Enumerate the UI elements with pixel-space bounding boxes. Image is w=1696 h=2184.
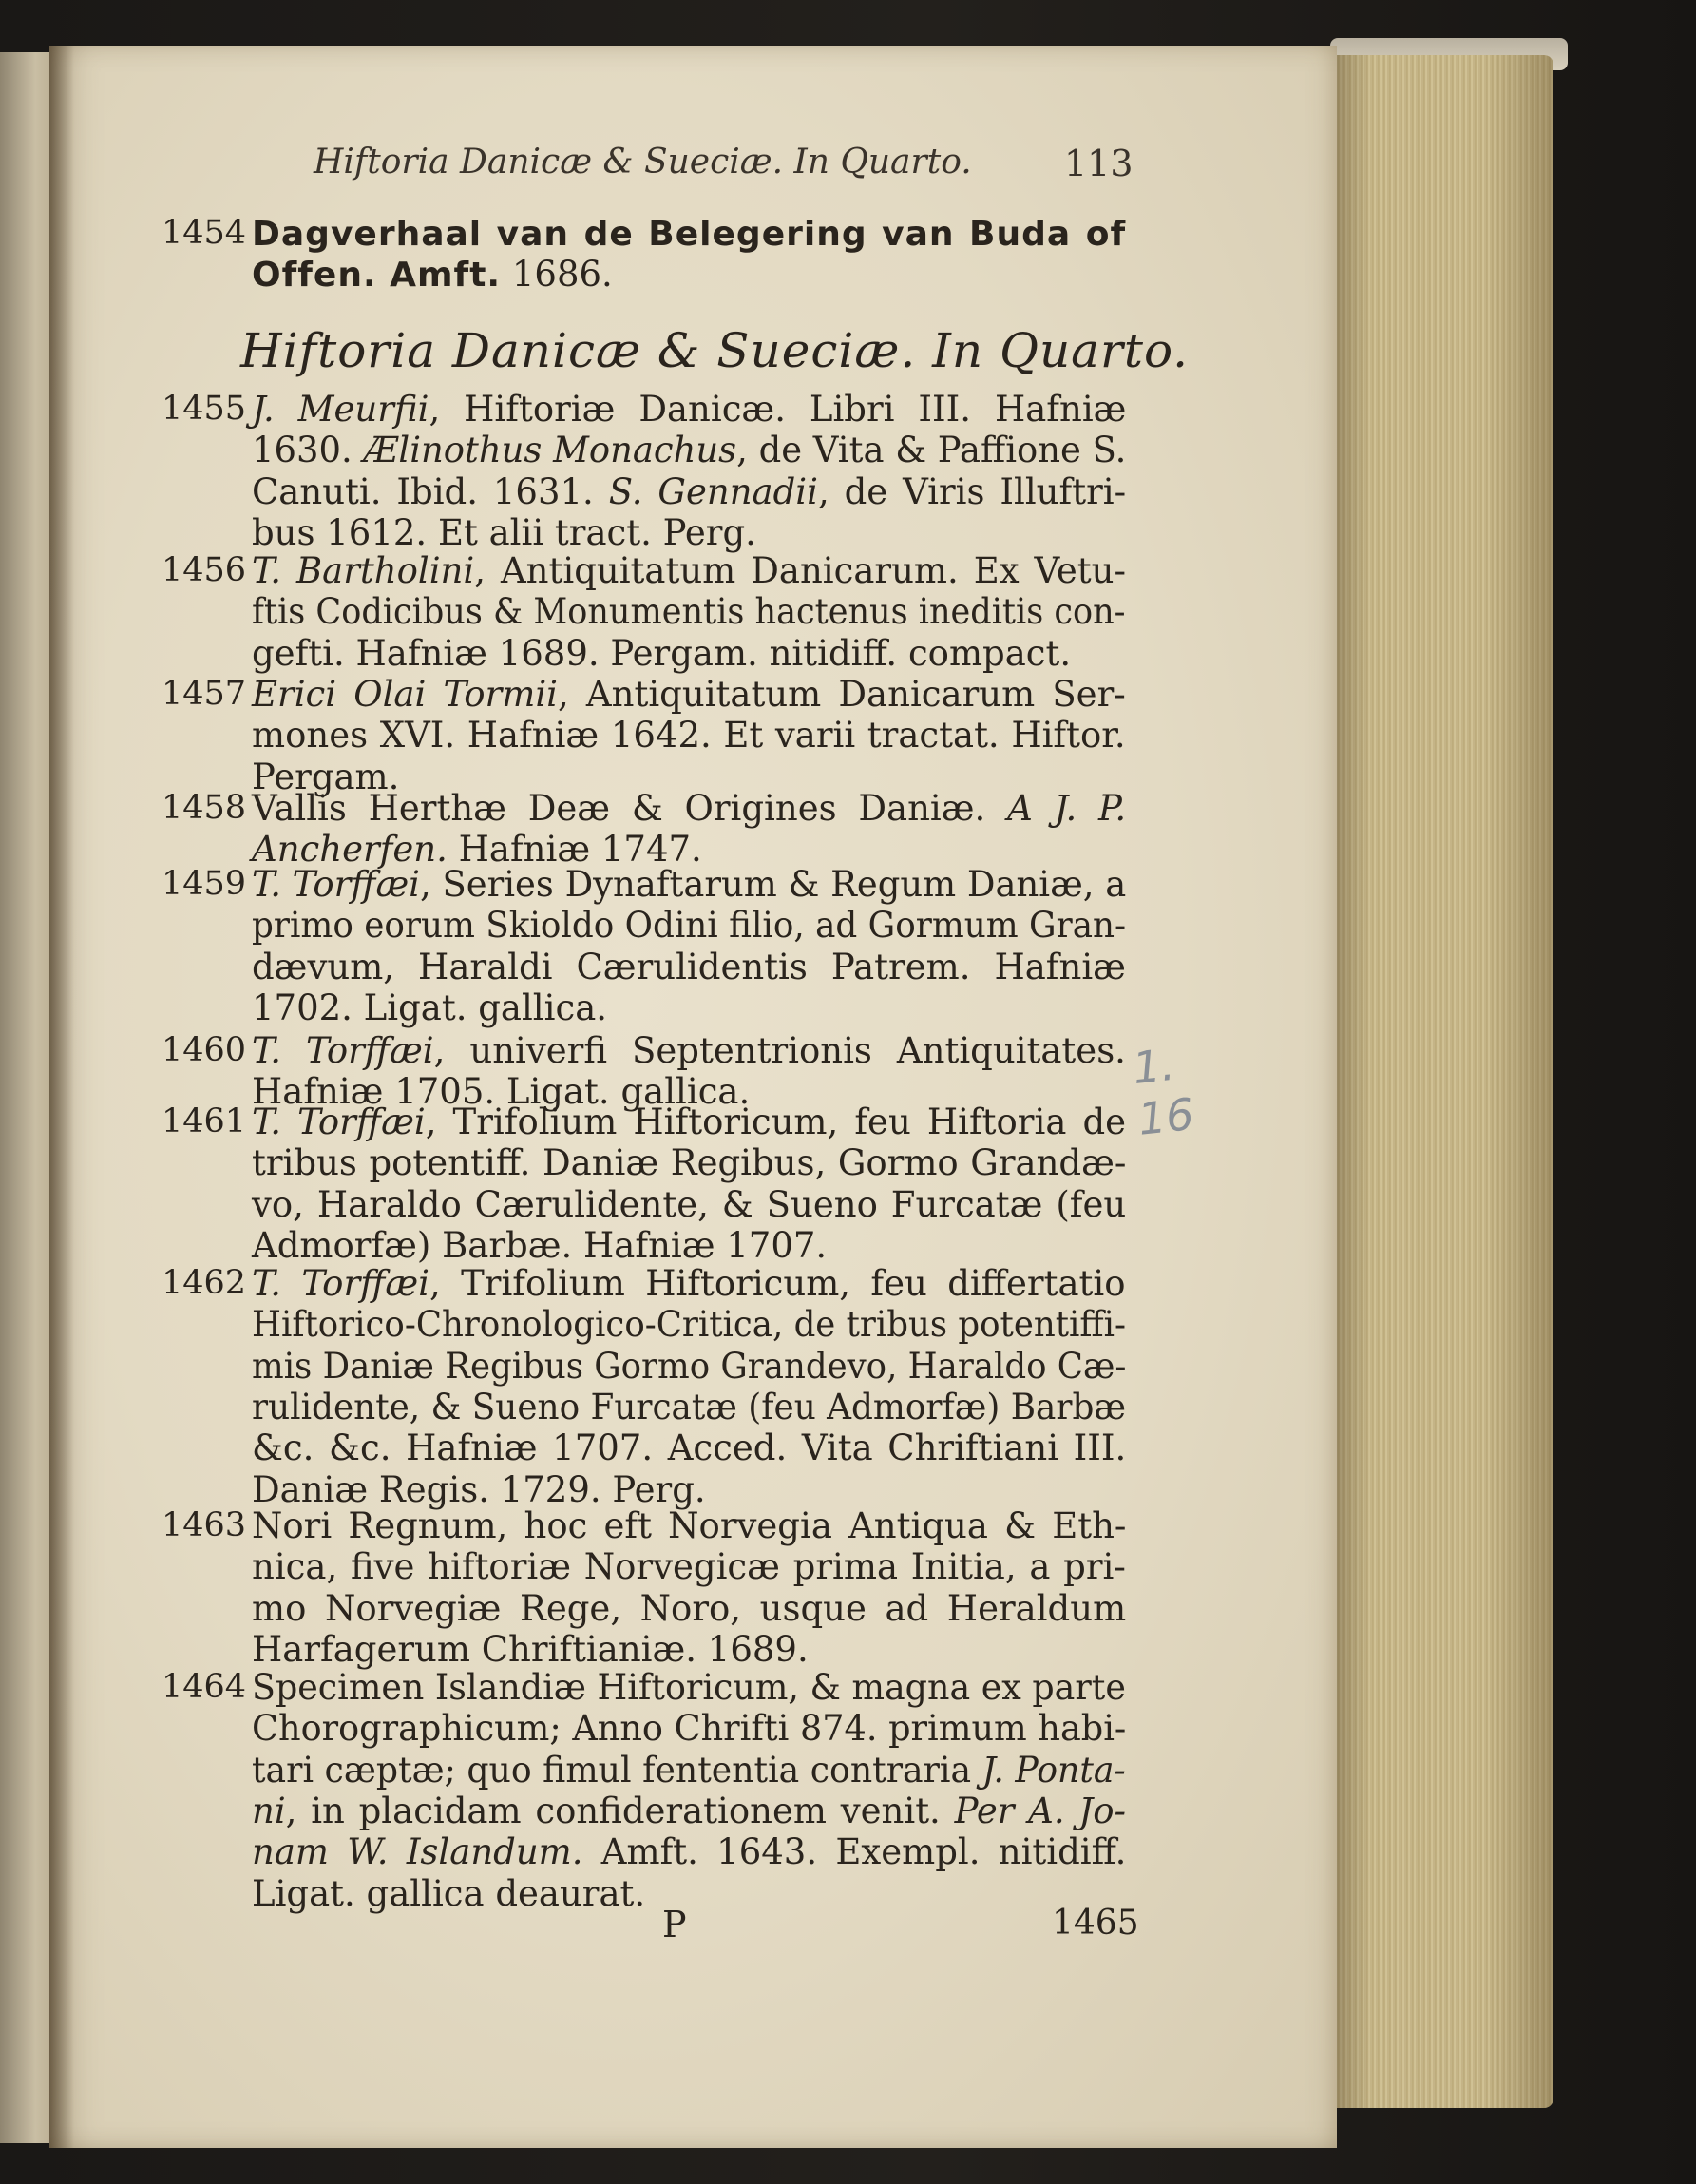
text-run: primo eorum Skioldo Odini filio, ad Gormum Gran- bbox=[252, 905, 1127, 947]
text-run: &c. &c. Hafniæ 1707. Acced. Vita Chriftiani III. bbox=[252, 1427, 1127, 1469]
page-number: 113 bbox=[1064, 143, 1134, 184]
text-run: mo Norvegiæ Rege, Noro, usque ad Heraldum bbox=[252, 1587, 1127, 1629]
entry-line bbox=[252, 513, 756, 553]
text-run: J. Meurfii bbox=[252, 389, 429, 430]
entry-line bbox=[252, 1305, 1126, 1345]
text-run: Harfagerum Chriftianiæ. 1689. bbox=[252, 1628, 809, 1670]
text-run: bus 1612. Et alii tract. Perg. bbox=[252, 511, 756, 553]
text-run: Canuti. Ibid. 1631. bbox=[252, 470, 609, 512]
text-run: , in placidam confiderationem venit. bbox=[285, 1790, 955, 1831]
handwritten-note: 1. 16 bbox=[1130, 1038, 1197, 1145]
entry-line bbox=[252, 390, 1126, 430]
entry-line bbox=[252, 472, 1126, 512]
text-run: gefti. Hafniæ 1689. Pergam. nitidiff. compact. bbox=[252, 632, 1072, 674]
entry-line bbox=[252, 1630, 809, 1670]
entry-number: 1455 bbox=[162, 390, 247, 428]
text-run: tari cæptæ; quo fimul fententia contraria bbox=[252, 1749, 982, 1791]
text-run: Dagverhaal van de Belegering van Buda of bbox=[252, 215, 1127, 254]
entry-line bbox=[252, 1589, 1126, 1629]
text-run: T. Torffæi bbox=[252, 1263, 429, 1304]
entry-line bbox=[252, 1791, 1126, 1831]
text-run: mones XVI. Hafniæ 1642. Et varii tractat. Hiftor. bbox=[252, 715, 1126, 757]
text-run: , Trifolium Hiftoricum, feu differtatio bbox=[429, 1263, 1126, 1304]
entry-line bbox=[252, 255, 613, 296]
entry-number: 1458 bbox=[162, 789, 247, 827]
text-run: Ligat. gallica deaurat. bbox=[252, 1872, 646, 1914]
entry-line bbox=[252, 1226, 827, 1266]
entry-number: 1464 bbox=[162, 1668, 247, 1706]
entry-line bbox=[252, 1347, 1126, 1387]
entry-line bbox=[252, 1874, 645, 1914]
section-heading: Hiftoria Danicæ & Sueciæ. In Quarto. bbox=[240, 323, 1190, 378]
text-run: Nori Regnum, hoc eft Norvegia Antiqua & Eth- bbox=[252, 1505, 1127, 1546]
text-run: nica, five hiftoriæ Norvegicæ prima Initia, a pri- bbox=[252, 1546, 1126, 1588]
running-head: Hiftoria Danicæ & Sueciæ. In Quarto. bbox=[314, 143, 972, 182]
entry-line bbox=[252, 1428, 1126, 1468]
entry-number: 1460 bbox=[162, 1031, 247, 1069]
entry-line bbox=[252, 789, 1126, 829]
text-run: , Series Dynaftarum & Regum Daniæ, a bbox=[419, 864, 1127, 905]
entry-line bbox=[252, 675, 1126, 715]
text-run: ftis Codicibus & Monumentis hactenus ineditis con- bbox=[252, 591, 1126, 633]
text-run: T. Torffæi bbox=[252, 864, 420, 905]
text-run: S. Gennadii bbox=[608, 470, 818, 512]
page-edges-shade bbox=[1325, 55, 1553, 2108]
entry-number: 1462 bbox=[162, 1264, 247, 1302]
text-run: Amft. 1643. Exempl. nitidiff. bbox=[582, 1831, 1127, 1873]
text-run: T. Torffæi bbox=[252, 1102, 426, 1142]
entry-number: 1459 bbox=[162, 865, 247, 903]
catchword: 1465 bbox=[1052, 1904, 1139, 1943]
entry-line bbox=[252, 716, 1126, 756]
entry-line bbox=[252, 592, 1126, 632]
text-run: 1630. bbox=[252, 430, 364, 471]
text-run: J. Ponta- bbox=[981, 1749, 1126, 1791]
entry-line bbox=[252, 865, 1126, 905]
text-run: mis Daniæ Regibus Gormo Grandevo, Haraldo Cæ- bbox=[252, 1345, 1127, 1387]
entry-line bbox=[252, 1143, 1126, 1183]
entry-line bbox=[252, 988, 607, 1028]
text-run: T. Torffæi bbox=[252, 1030, 434, 1071]
text-run: , univerfi Septentrionis Antiquitates. bbox=[433, 1030, 1126, 1071]
text-run: Chorographicum; Anno Chrifti 874. primum habi- bbox=[252, 1708, 1127, 1750]
text-run: rulidente, & Sueno Furcatæ (feu Admorfæ) Barbæ bbox=[252, 1386, 1127, 1427]
entry-line bbox=[252, 1506, 1126, 1546]
text-run: Offen. Amft. bbox=[252, 256, 502, 296]
entry-number: 1456 bbox=[162, 551, 247, 589]
text-run: A J. P. bbox=[1007, 788, 1127, 829]
entry-line bbox=[252, 1709, 1126, 1749]
text-run: Specimen Islandiæ Hiftoricum, & magna ex parte bbox=[252, 1667, 1126, 1708]
text-run: Admorfæ) Barbæ. Hafniæ 1707. bbox=[252, 1224, 828, 1266]
text-run: Pergam. bbox=[252, 756, 400, 797]
text-run: 1702. Ligat. gallica. bbox=[252, 987, 608, 1028]
text-run: vo, Haraldo Cærulidente, & Sueno Furcatæ (feu bbox=[252, 1183, 1127, 1225]
text-run: , Antiquitatum Danicarum Ser- bbox=[558, 674, 1126, 715]
text-run: Per A. Jo- bbox=[954, 1790, 1127, 1831]
entry-number: 1457 bbox=[162, 675, 247, 713]
entry-number: 1454 bbox=[162, 214, 247, 252]
text-run: ni bbox=[252, 1790, 286, 1831]
text-run: , Trifolium Hiftoricum, feu Hiftoria de bbox=[425, 1102, 1127, 1142]
entry-line bbox=[252, 1264, 1126, 1304]
signature-mark: P bbox=[662, 1904, 687, 1945]
entry-line bbox=[252, 634, 1071, 674]
entry-line bbox=[252, 1102, 1126, 1142]
text-run: , Antiquitatum Danicarum. Ex Vetu- bbox=[474, 550, 1126, 591]
text-run: Ancherfen. bbox=[252, 829, 448, 871]
entry-line bbox=[252, 1388, 1126, 1427]
text-run: T. Bartholini bbox=[252, 550, 475, 591]
text-run: nam W. Islandum. bbox=[252, 1831, 583, 1873]
text-run: tribus potentiff. Daniæ Regibus, Gormo Grandæ- bbox=[252, 1142, 1127, 1184]
entry-line bbox=[252, 1185, 1126, 1225]
text-run: 1686. bbox=[501, 254, 613, 296]
entry-number: 1461 bbox=[162, 1102, 247, 1140]
entry-line bbox=[252, 1547, 1126, 1587]
text-run: Hafniæ 1747. bbox=[447, 829, 702, 871]
text-run: dævum, Haraldi Cærulidentis Patrem. Hafniæ bbox=[252, 946, 1126, 987]
text-run: Vallis Herthæ Deæ & Origines Daniæ. bbox=[252, 788, 1008, 829]
entry-line bbox=[252, 906, 1126, 946]
entry-line bbox=[252, 1751, 1126, 1791]
entry-line bbox=[252, 1832, 1126, 1872]
entry-line bbox=[252, 1668, 1126, 1708]
text-run: Erici Olai Tormii bbox=[252, 674, 558, 715]
text-run: , de Viris Illuftri- bbox=[817, 470, 1127, 512]
text-run: , de Vita & Paffione S. bbox=[736, 430, 1127, 471]
entry-number: 1463 bbox=[162, 1506, 247, 1544]
text-run: , Hiftoriæ Danicæ. Libri III. Hafniæ bbox=[429, 389, 1127, 430]
gutter-shadow bbox=[49, 46, 74, 2148]
entry-line bbox=[252, 431, 1126, 470]
text-run: Hafniæ 1705. Ligat. gallica. bbox=[252, 1071, 751, 1113]
entry-line bbox=[252, 1470, 706, 1510]
text-run: Ælinothus Monachus bbox=[363, 430, 737, 471]
text-run: Hiftorico-Chronologico-Critica, de tribus potentiffi- bbox=[252, 1304, 1127, 1346]
entry-line bbox=[252, 551, 1126, 591]
text-run: Daniæ Regis. 1729. Perg. bbox=[252, 1468, 706, 1510]
entry-line bbox=[252, 948, 1126, 987]
entry-line bbox=[252, 1031, 1126, 1071]
entry-line bbox=[252, 214, 1126, 255]
